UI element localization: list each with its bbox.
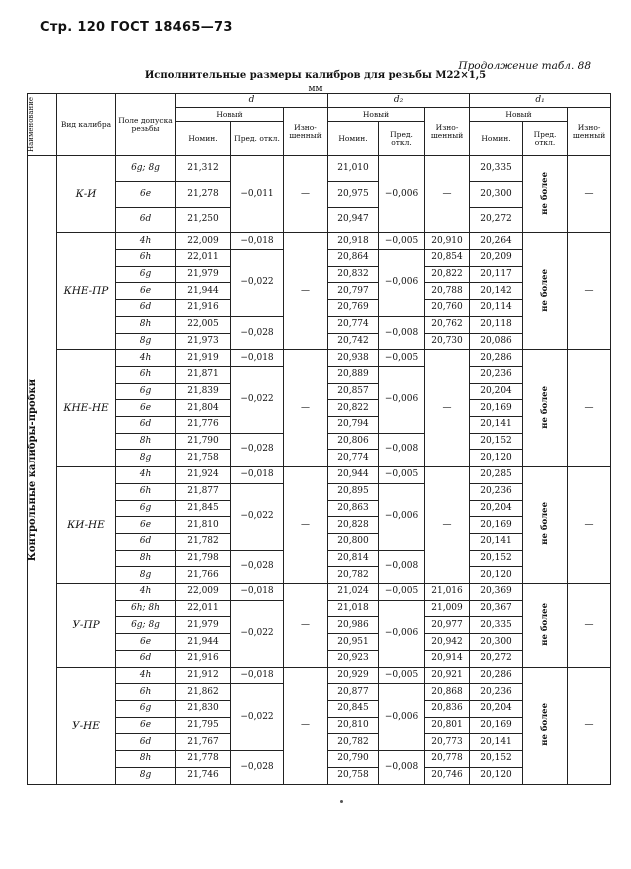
d2-nominal-cell: 20,797 [328, 283, 379, 300]
d1-nominal-cell: 20,120 [470, 767, 523, 784]
d2-nomin-header: Номин. [328, 122, 379, 156]
d2-nominal-cell: 20,774 [328, 316, 379, 333]
d2-deviation-cell: −0,008 [379, 433, 425, 466]
tolerance-field-cell: 6g [116, 266, 176, 283]
d1-nominal-cell: 20,152 [470, 550, 523, 567]
d-nominal-cell: 21,944 [176, 634, 231, 651]
d1-nominal-cell: 20,204 [470, 500, 523, 517]
d1-nominal-cell: 20,169 [470, 517, 523, 534]
d1-nominal-cell: 20,152 [470, 751, 523, 768]
d2-nominal-cell: 20,895 [328, 483, 379, 500]
d-new-header: Новый [176, 108, 284, 122]
tolerance-field-cell: 6d [116, 650, 176, 667]
d2-nominal-cell: 20,863 [328, 500, 379, 517]
tolerance-field-cell: 4h [116, 667, 176, 684]
page-speck [340, 800, 343, 803]
d2-nominal-cell: 20,845 [328, 700, 379, 717]
d-deviation-cell: −0,028 [231, 433, 284, 466]
d2-nominal-cell: 20,758 [328, 767, 379, 784]
d1-worn-cell: — [568, 350, 611, 467]
page-header: Стр. 120 ГОСТ 18465—73 [40, 20, 233, 35]
d2-deviation-cell: −0,008 [379, 751, 425, 785]
d2-nominal-cell: 20,782 [328, 734, 379, 751]
tolerance-field-cell: 6d [116, 417, 176, 434]
d-nominal-cell: 22,009 [176, 233, 231, 250]
d1-nominal-cell: 20,117 [470, 266, 523, 283]
gauge-type-cell: КНЕ-НЕ [57, 350, 116, 467]
d2-deviation-cell: −0,006 [379, 684, 425, 751]
d-nominal-cell: 21,804 [176, 400, 231, 417]
d1-nominal-cell: 20,141 [470, 734, 523, 751]
d1-nominal-cell: 20,285 [470, 467, 523, 484]
d1-deviation-cell: не более [523, 667, 568, 784]
d1-nominal-cell: 20,120 [470, 450, 523, 467]
tolerance-field-cell: 6d [116, 300, 176, 317]
d2-nominal-cell: 20,814 [328, 550, 379, 567]
gauge-type-cell: У-НЕ [57, 667, 116, 784]
d-worn-header: Изно- шенный [284, 108, 328, 156]
d2-worn-cell: 20,801 [425, 717, 470, 734]
d2-nominal-cell: 20,794 [328, 417, 379, 434]
tolerance-field-cell: 6h; 8h [116, 600, 176, 617]
d2-nominal-cell: 20,800 [328, 533, 379, 550]
d2-deviation-cell: −0,005 [379, 667, 425, 684]
d-deviation-cell: −0,028 [231, 316, 284, 349]
gauge-type-cell: КНЕ-ПР [57, 233, 116, 350]
d-nominal-cell: 21,862 [176, 684, 231, 701]
d2-nominal-cell: 20,889 [328, 366, 379, 383]
d1-pred-header: Пред. откл. [523, 122, 568, 156]
d-nominal-cell: 21,795 [176, 717, 231, 734]
tolerance-field-cell: 8h [116, 316, 176, 333]
tolerance-field-cell: 8g [116, 767, 176, 784]
table-title: Исполнительные размеры калибров для резьбы М22×1,5 [144, 70, 487, 81]
d-nominal-cell: 22,011 [176, 250, 231, 267]
d-nominal-cell: 21,973 [176, 333, 231, 350]
d1-nominal-cell: 20,141 [470, 533, 523, 550]
d1-worn-cell: — [568, 667, 611, 784]
d2-nominal-cell: 20,947 [328, 207, 379, 233]
d-deviation-cell: −0,018 [231, 584, 284, 601]
d-nominal-cell: 21,877 [176, 483, 231, 500]
d-deviation-cell: −0,018 [231, 467, 284, 484]
d1-nominal-cell: 20,152 [470, 433, 523, 450]
d-nominal-cell: 21,912 [176, 667, 231, 684]
d-worn-cell: — [284, 584, 328, 668]
d1-deviation-cell: не более [523, 350, 568, 467]
tolerance-field-cell: 6e [116, 400, 176, 417]
d-nominal-cell: 21,767 [176, 734, 231, 751]
d1-worn-cell: — [568, 467, 611, 584]
d2-nominal-cell: 20,742 [328, 333, 379, 350]
d-nominal-cell: 21,278 [176, 181, 231, 207]
d2-worn-cell: 20,921 [425, 667, 470, 684]
d2-worn-cell: 20,854 [425, 250, 470, 267]
d2-worn-cell: 20,788 [425, 283, 470, 300]
d2-nominal-cell: 20,782 [328, 567, 379, 584]
d1-worn-cell: — [568, 233, 611, 350]
table-row [28, 584, 611, 601]
d1-nominal-cell: 20,169 [470, 400, 523, 417]
d-worn-cell: — [284, 233, 328, 350]
d-nominal-cell: 21,776 [176, 417, 231, 434]
d1-nominal-cell: 20,236 [470, 366, 523, 383]
d-nominal-cell: 21,979 [176, 617, 231, 634]
d1-nominal-cell: 20,367 [470, 600, 523, 617]
d1-new-header: Новый [470, 108, 568, 122]
d2-nominal-cell: 20,877 [328, 684, 379, 701]
tolerance-field-cell: 8g [116, 567, 176, 584]
d1-nominal-cell: 20,335 [470, 156, 523, 182]
tolerance-field-cell: 8g [116, 333, 176, 350]
d1-nominal-cell: 20,264 [470, 233, 523, 250]
d-nominal-cell: 21,766 [176, 567, 231, 584]
d1-nominal-cell: 20,286 [470, 350, 523, 367]
d-nominal-cell: 21,798 [176, 550, 231, 567]
d2-nominal-cell: 20,806 [328, 433, 379, 450]
d1-nominal-cell: 20,335 [470, 617, 523, 634]
tolerance-field-cell: 6h [116, 366, 176, 383]
d1-nominal-cell: 20,236 [470, 684, 523, 701]
col-name-header: Наименование [28, 94, 57, 156]
d1-nominal-cell: 20,236 [470, 483, 523, 500]
d2-nominal-cell: 20,832 [328, 266, 379, 283]
tolerance-field-cell: 6h [116, 684, 176, 701]
col-field-header: Поле допуска резьбы [116, 94, 176, 156]
d2-nominal-cell: 20,951 [328, 634, 379, 651]
d2-pred-header: Пред. откл. [379, 122, 425, 156]
d-nominal-cell: 21,758 [176, 450, 231, 467]
gauge-type-cell: КИ-НЕ [57, 467, 116, 584]
d-deviation-cell: −0,018 [231, 350, 284, 367]
d2-worn-cell: 20,746 [425, 767, 470, 784]
tolerance-field-cell: 6d [116, 533, 176, 550]
d2-new-header: Новый [328, 108, 425, 122]
d2-nominal-cell: 20,828 [328, 517, 379, 534]
d-nominal-cell: 21,830 [176, 700, 231, 717]
d-deviation-cell: −0,022 [231, 684, 284, 751]
d2-nominal-cell: 20,918 [328, 233, 379, 250]
d2-deviation-cell: −0,006 [379, 600, 425, 667]
group-label: Контрольные калибры-пробки [28, 156, 57, 785]
d2-nominal-cell: 20,975 [328, 181, 379, 207]
d1-nominal-cell: 20,114 [470, 300, 523, 317]
gauge-type-cell: К-И [57, 156, 116, 233]
tolerance-field-cell: 8h [116, 433, 176, 450]
d-nominal-cell: 22,005 [176, 316, 231, 333]
d1-nominal-cell: 20,300 [470, 634, 523, 651]
d2-nominal-cell: 21,024 [328, 584, 379, 601]
d-nomin-header: Номин. [176, 122, 231, 156]
d-deviation-cell: −0,022 [231, 600, 284, 667]
tolerance-field-cell: 6g [116, 383, 176, 400]
d1-nominal-cell: 20,209 [470, 250, 523, 267]
tolerance-field-cell: 6h [116, 250, 176, 267]
d-nominal-cell: 21,782 [176, 533, 231, 550]
col-vid-header: Вид калибра [57, 94, 116, 156]
d2-nominal-cell: 20,790 [328, 751, 379, 768]
d1-nominal-cell: 20,272 [470, 207, 523, 233]
d-nominal-cell: 21,919 [176, 350, 231, 367]
d2-deviation-cell: −0,006 [379, 250, 425, 317]
d2-worn-cell: 20,977 [425, 617, 470, 634]
d1-worn-header: Изно- шенный [568, 108, 611, 156]
tolerance-field-cell: 6e [116, 717, 176, 734]
tolerance-field-cell: 6d [116, 207, 176, 233]
d2-worn-cell: 20,822 [425, 266, 470, 283]
d1-deviation-cell: не более [523, 156, 568, 233]
d-deviation-cell: −0,018 [231, 667, 284, 684]
d2-deviation-cell: −0,006 [379, 156, 425, 233]
tolerance-field-cell: 6e [116, 634, 176, 651]
d-nominal-cell: 21,845 [176, 500, 231, 517]
d-worn-cell: — [284, 667, 328, 784]
tolerance-field-cell: 6g [116, 700, 176, 717]
d1-nominal-cell: 20,169 [470, 717, 523, 734]
d-deviation-cell: −0,022 [231, 366, 284, 433]
d-nominal-cell: 21,924 [176, 467, 231, 484]
d-nominal-cell: 21,944 [176, 283, 231, 300]
tolerance-field-cell: 4h [116, 467, 176, 484]
d2-deviation-cell: −0,005 [379, 233, 425, 250]
d-deviation-cell: −0,028 [231, 751, 284, 785]
tolerance-field-cell: 8h [116, 751, 176, 768]
d-deviation-cell: −0,028 [231, 550, 284, 583]
d2-worn-cell: 20,760 [425, 300, 470, 317]
d2-nominal-cell: 20,929 [328, 667, 379, 684]
d-nominal-cell: 22,009 [176, 584, 231, 601]
d2-nominal-cell: 20,810 [328, 717, 379, 734]
tolerance-field-cell: 6g; 8g [116, 617, 176, 634]
col-d2-header: d₂ [328, 94, 470, 108]
d2-worn-cell: 20,942 [425, 634, 470, 651]
d2-nominal-cell: 20,864 [328, 250, 379, 267]
tolerance-field-cell: 8g [116, 450, 176, 467]
d-deviation-cell: −0,011 [231, 156, 284, 233]
gauge-table [27, 93, 611, 785]
d2-nominal-cell: 20,769 [328, 300, 379, 317]
table-row [28, 350, 611, 367]
d2-deviation-cell: −0,008 [379, 550, 425, 583]
d-pred-header: Пред. откл. [231, 122, 284, 156]
d2-nominal-cell: 21,018 [328, 600, 379, 617]
d1-nominal-cell: 20,300 [470, 181, 523, 207]
d2-worn-cell: 21,009 [425, 600, 470, 617]
d2-deviation-cell: −0,008 [379, 316, 425, 349]
d-worn-cell: — [284, 467, 328, 584]
d2-deviation-cell: −0,005 [379, 584, 425, 601]
tolerance-field-cell: 4h [116, 233, 176, 250]
d-nominal-cell: 21,916 [176, 650, 231, 667]
d-nominal-cell: 21,250 [176, 207, 231, 233]
tolerance-field-cell: 6h [116, 483, 176, 500]
d1-deviation-cell: не более [523, 233, 568, 350]
d2-worn-cell: 20,910 [425, 233, 470, 250]
d1-nominal-cell: 20,141 [470, 417, 523, 434]
tolerance-field-cell: 6e [116, 181, 176, 207]
tolerance-field-cell: 4h [116, 350, 176, 367]
d1-nomin-header: Номин. [470, 122, 523, 156]
d2-worn-header: Изно- шенный [425, 108, 470, 156]
d2-deviation-cell: −0,005 [379, 467, 425, 484]
d-nominal-cell: 21,916 [176, 300, 231, 317]
col-d-header: d [176, 94, 328, 108]
d2-worn-cell: 20,773 [425, 734, 470, 751]
d-nominal-cell: 21,790 [176, 433, 231, 450]
d2-worn-cell: — [425, 156, 470, 233]
tolerance-field-cell: 8h [116, 550, 176, 567]
d-worn-cell: — [284, 156, 328, 233]
d1-nominal-cell: 20,369 [470, 584, 523, 601]
d-deviation-cell: −0,022 [231, 250, 284, 317]
table-row [28, 467, 611, 484]
d2-worn-cell: — [425, 467, 470, 584]
d1-nominal-cell: 20,204 [470, 383, 523, 400]
d2-worn-cell: 21,016 [425, 584, 470, 601]
d2-worn-cell: 20,762 [425, 316, 470, 333]
d-deviation-cell: −0,022 [231, 483, 284, 550]
d-nominal-cell: 21,871 [176, 366, 231, 383]
d2-worn-cell: — [425, 350, 470, 467]
table-row [28, 233, 611, 250]
tolerance-field-cell: 6d [116, 734, 176, 751]
tolerance-field-cell: 6e [116, 283, 176, 300]
d2-worn-cell: 20,730 [425, 333, 470, 350]
d-nominal-cell: 21,312 [176, 156, 231, 182]
d2-worn-cell: 20,914 [425, 650, 470, 667]
d2-nominal-cell: 21,010 [328, 156, 379, 182]
d-nominal-cell: 21,979 [176, 266, 231, 283]
d-nominal-cell: 21,778 [176, 751, 231, 768]
d2-deviation-cell: −0,006 [379, 483, 425, 550]
d2-deviation-cell: −0,006 [379, 366, 425, 433]
d1-nominal-cell: 20,120 [470, 567, 523, 584]
gauge-type-cell: У-ПР [57, 584, 116, 668]
d1-nominal-cell: 20,272 [470, 650, 523, 667]
d1-nominal-cell: 20,118 [470, 316, 523, 333]
continuation-note: Продолжение табл. 88 [458, 60, 591, 72]
d1-worn-cell: — [568, 584, 611, 668]
tolerance-field-cell: 4h [116, 584, 176, 601]
d2-nominal-cell: 20,986 [328, 617, 379, 634]
d2-nominal-cell: 20,774 [328, 450, 379, 467]
d-nominal-cell: 22,011 [176, 600, 231, 617]
d2-nominal-cell: 20,822 [328, 400, 379, 417]
table-row [28, 667, 611, 684]
d1-nominal-cell: 20,142 [470, 283, 523, 300]
d-nominal-cell: 21,810 [176, 517, 231, 534]
tolerance-field-cell: 6e [116, 517, 176, 534]
d1-nominal-cell: 20,204 [470, 700, 523, 717]
tolerance-field-cell: 6g [116, 500, 176, 517]
d2-nominal-cell: 20,944 [328, 467, 379, 484]
d1-nominal-cell: 20,286 [470, 667, 523, 684]
d2-worn-cell: 20,836 [425, 700, 470, 717]
d2-worn-cell: 20,778 [425, 751, 470, 768]
d1-deviation-cell: не более [523, 584, 568, 668]
d2-nominal-cell: 20,923 [328, 650, 379, 667]
d1-nominal-cell: 20,086 [470, 333, 523, 350]
d2-deviation-cell: −0,005 [379, 350, 425, 367]
d2-nominal-cell: 20,857 [328, 383, 379, 400]
tolerance-field-cell: 6g; 8g [116, 156, 176, 182]
d-worn-cell: — [284, 350, 328, 467]
d-nominal-cell: 21,839 [176, 383, 231, 400]
d2-worn-cell: 20,868 [425, 684, 470, 701]
d1-worn-cell: — [568, 156, 611, 233]
d-nominal-cell: 21,746 [176, 767, 231, 784]
table-unit: мм [308, 84, 323, 94]
d2-nominal-cell: 20,938 [328, 350, 379, 367]
col-d1-header: d₁ [470, 94, 611, 108]
table-row [28, 156, 611, 182]
d1-deviation-cell: не более [523, 467, 568, 584]
d-deviation-cell: −0,018 [231, 233, 284, 250]
